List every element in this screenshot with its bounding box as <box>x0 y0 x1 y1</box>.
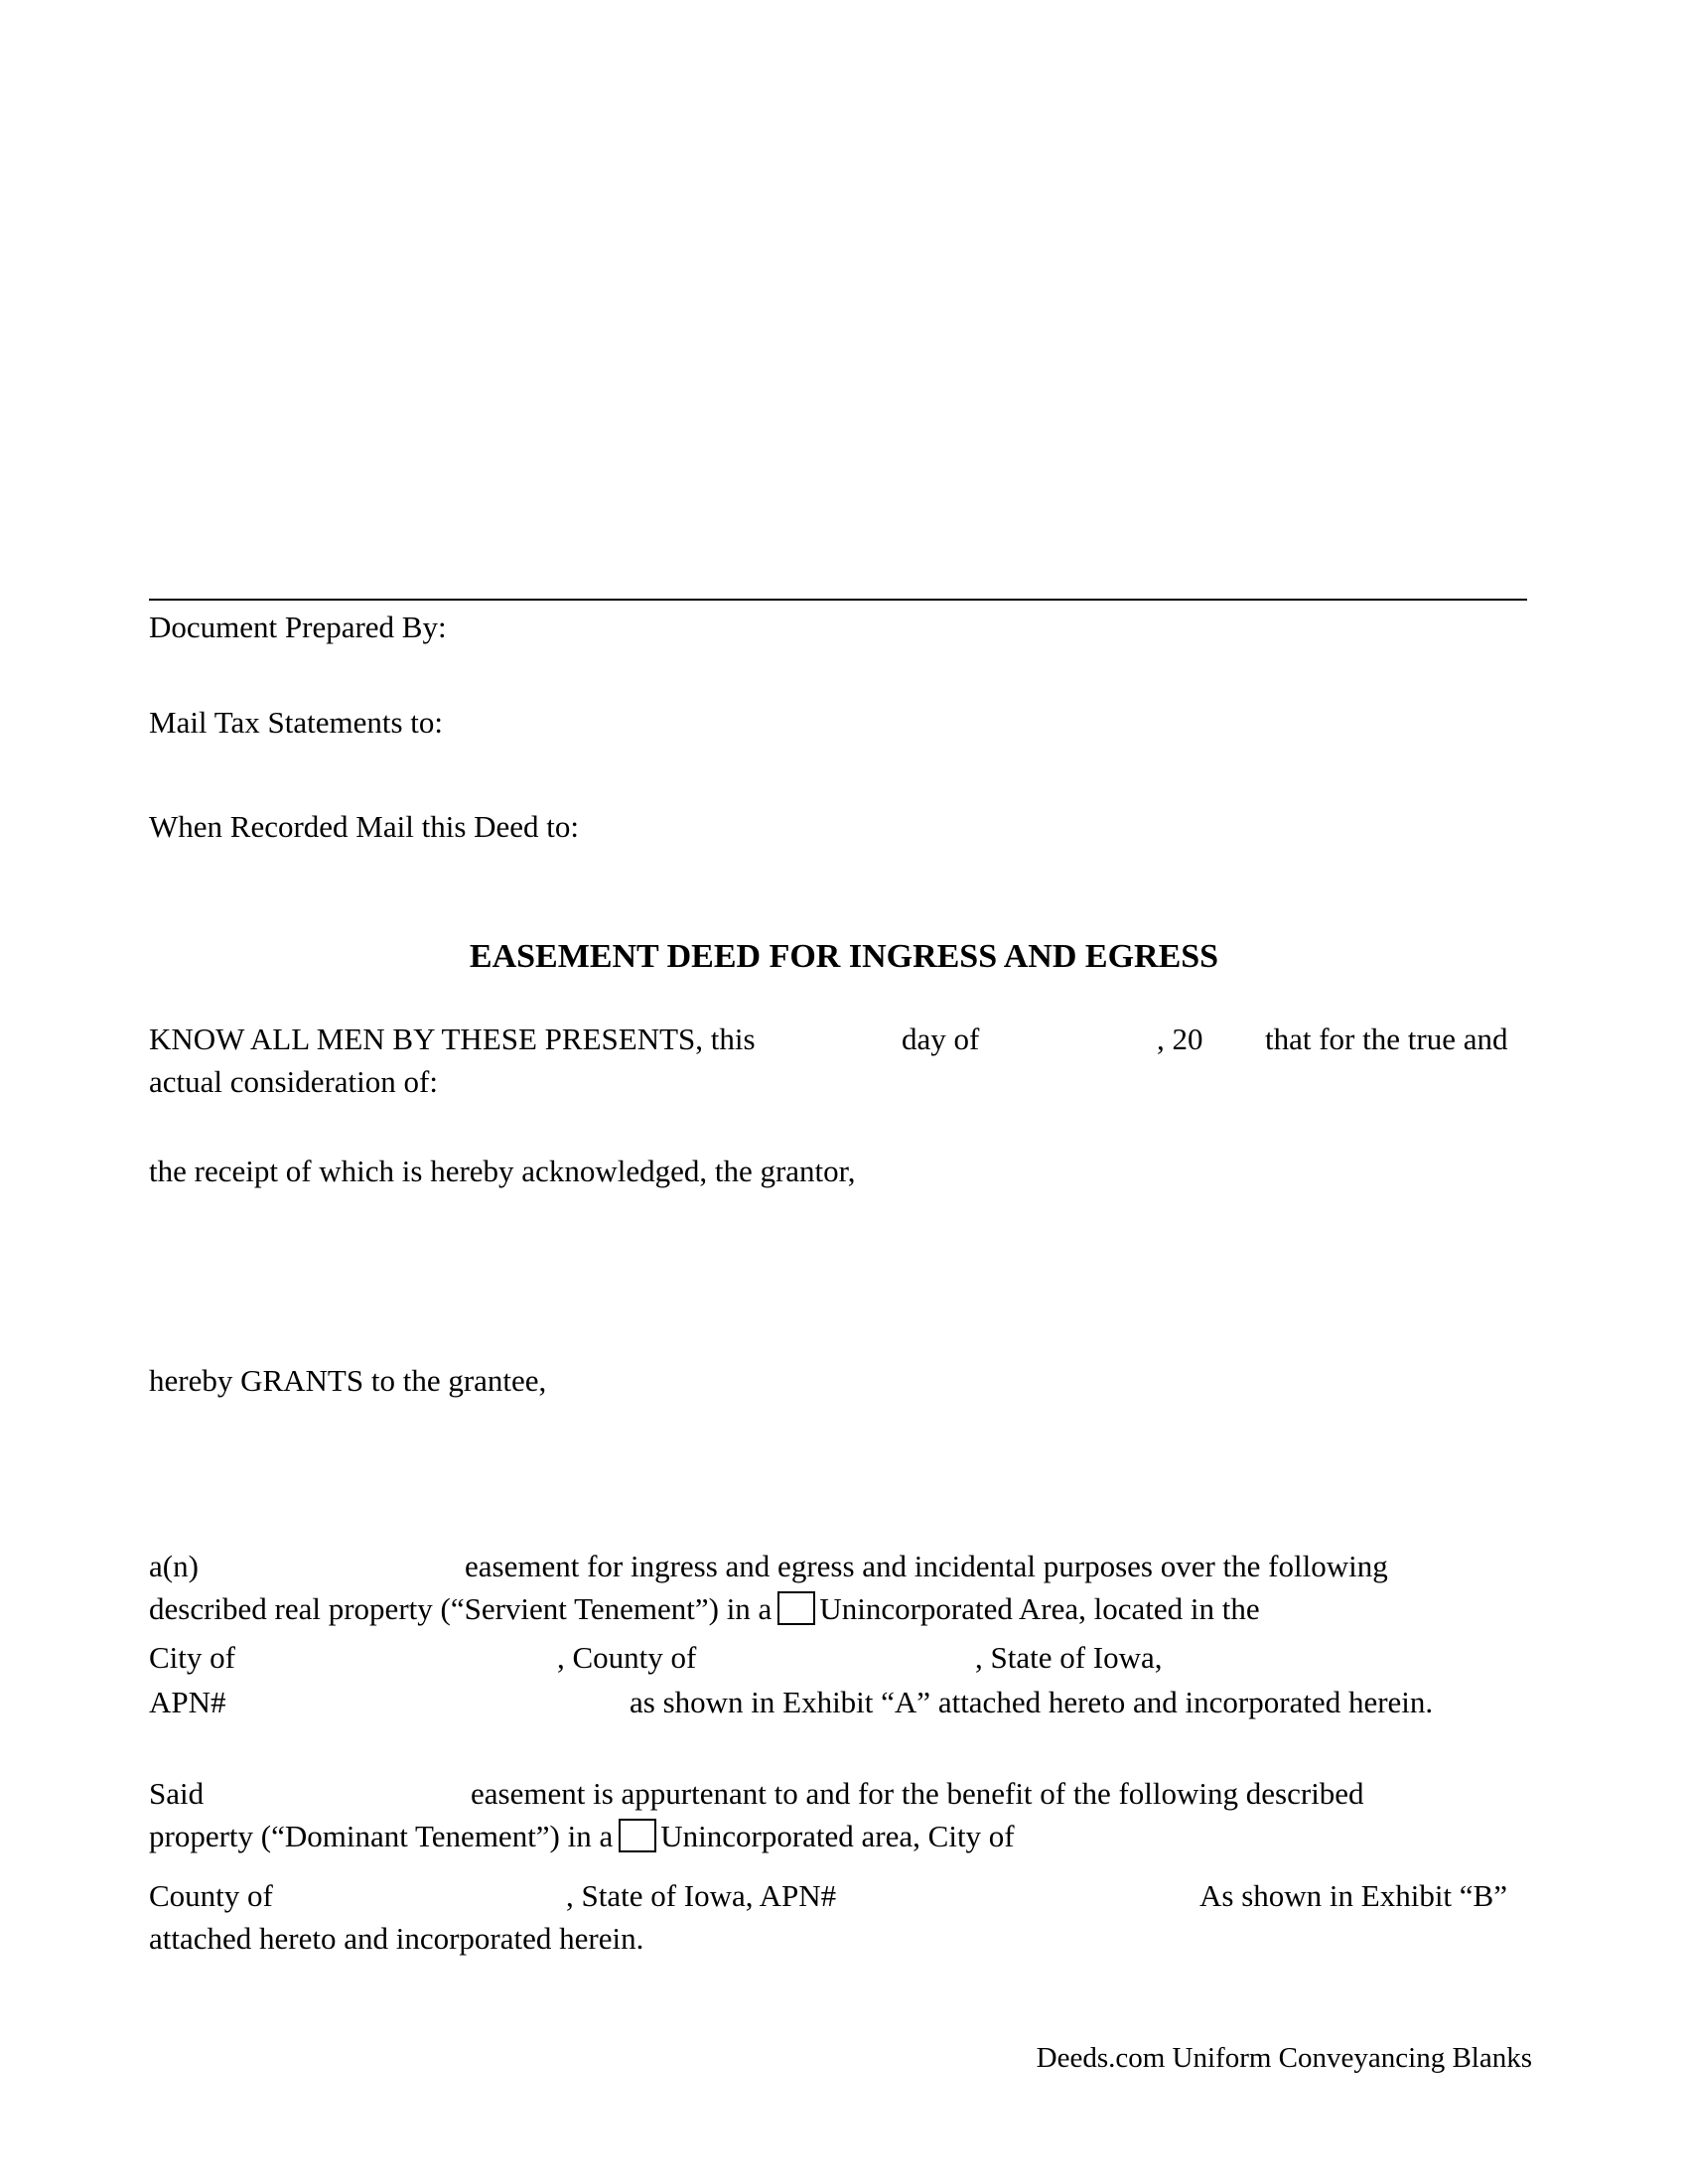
servient-described-text: described real property (“Servient Tenement”) in a <box>149 1591 773 1626</box>
dominant-unincorporated-checkbox[interactable] <box>619 1819 656 1852</box>
consideration-text: actual consideration of: <box>149 1064 438 1099</box>
said-text: Said <box>149 1776 205 1811</box>
true-and-text: that for the true and <box>1265 1022 1508 1056</box>
county-of-text: , County of <box>557 1640 697 1675</box>
prepared-by-label: Document Prepared By: <box>149 610 447 644</box>
know-all-text: KNOW ALL MEN BY THESE PRESENTS, this <box>149 1022 756 1056</box>
dominant-easement-text: easement is appurtenant to and for the benefit of the following described <box>471 1776 1364 1811</box>
year-text: , 20 <box>1157 1022 1203 1056</box>
recorded-mail-label: When Recorded Mail this Deed to: <box>149 809 580 844</box>
grantee-line: hereby GRANTS to the grantee, <box>149 1363 547 1398</box>
dominant-property-line <box>149 1819 1015 1854</box>
document-title: EASEMENT DEED FOR INGRESS AND EGRESS <box>469 938 1219 975</box>
attached-text: attached hereto and incorporated herein. <box>149 1921 644 1956</box>
dominant-unincorporated-text: Unincorporated area, City of <box>660 1819 1015 1853</box>
state-text: , State of Iowa, <box>975 1640 1163 1675</box>
dominant-property-text: property (“Dominant Tenement”) in a <box>149 1819 614 1853</box>
grantor-line: the receipt of which is hereby acknowledged, the grantor, <box>149 1154 856 1188</box>
exhibit-b-text: As shown in Exhibit “B” <box>1199 1878 1507 1913</box>
apn-text: APN# <box>149 1685 226 1719</box>
servient-easement-text: easement for ingress and egress and incidental purposes over the following <box>465 1549 1388 1583</box>
an-text: a(n) <box>149 1549 199 1583</box>
footer-text: Deeds.com Uniform Conveyancing Blanks <box>1036 2042 1532 2074</box>
dominant-state-apn-text: , State of Iowa, APN# <box>566 1878 837 1913</box>
dominant-county-of-text: County of <box>149 1878 273 1913</box>
servient-unincorporated-text: Unincorporated Area, located in the <box>819 1591 1260 1626</box>
day-of-text: day of <box>902 1022 980 1056</box>
city-of-text: City of <box>149 1640 235 1675</box>
mail-tax-label: Mail Tax Statements to: <box>149 705 444 740</box>
header-rule <box>149 599 1527 601</box>
servient-described-line <box>149 1591 1260 1627</box>
servient-unincorporated-checkbox[interactable] <box>777 1591 815 1625</box>
exhibit-a-text: as shown in Exhibit “A” attached hereto and incorporated herein. <box>630 1685 1434 1719</box>
